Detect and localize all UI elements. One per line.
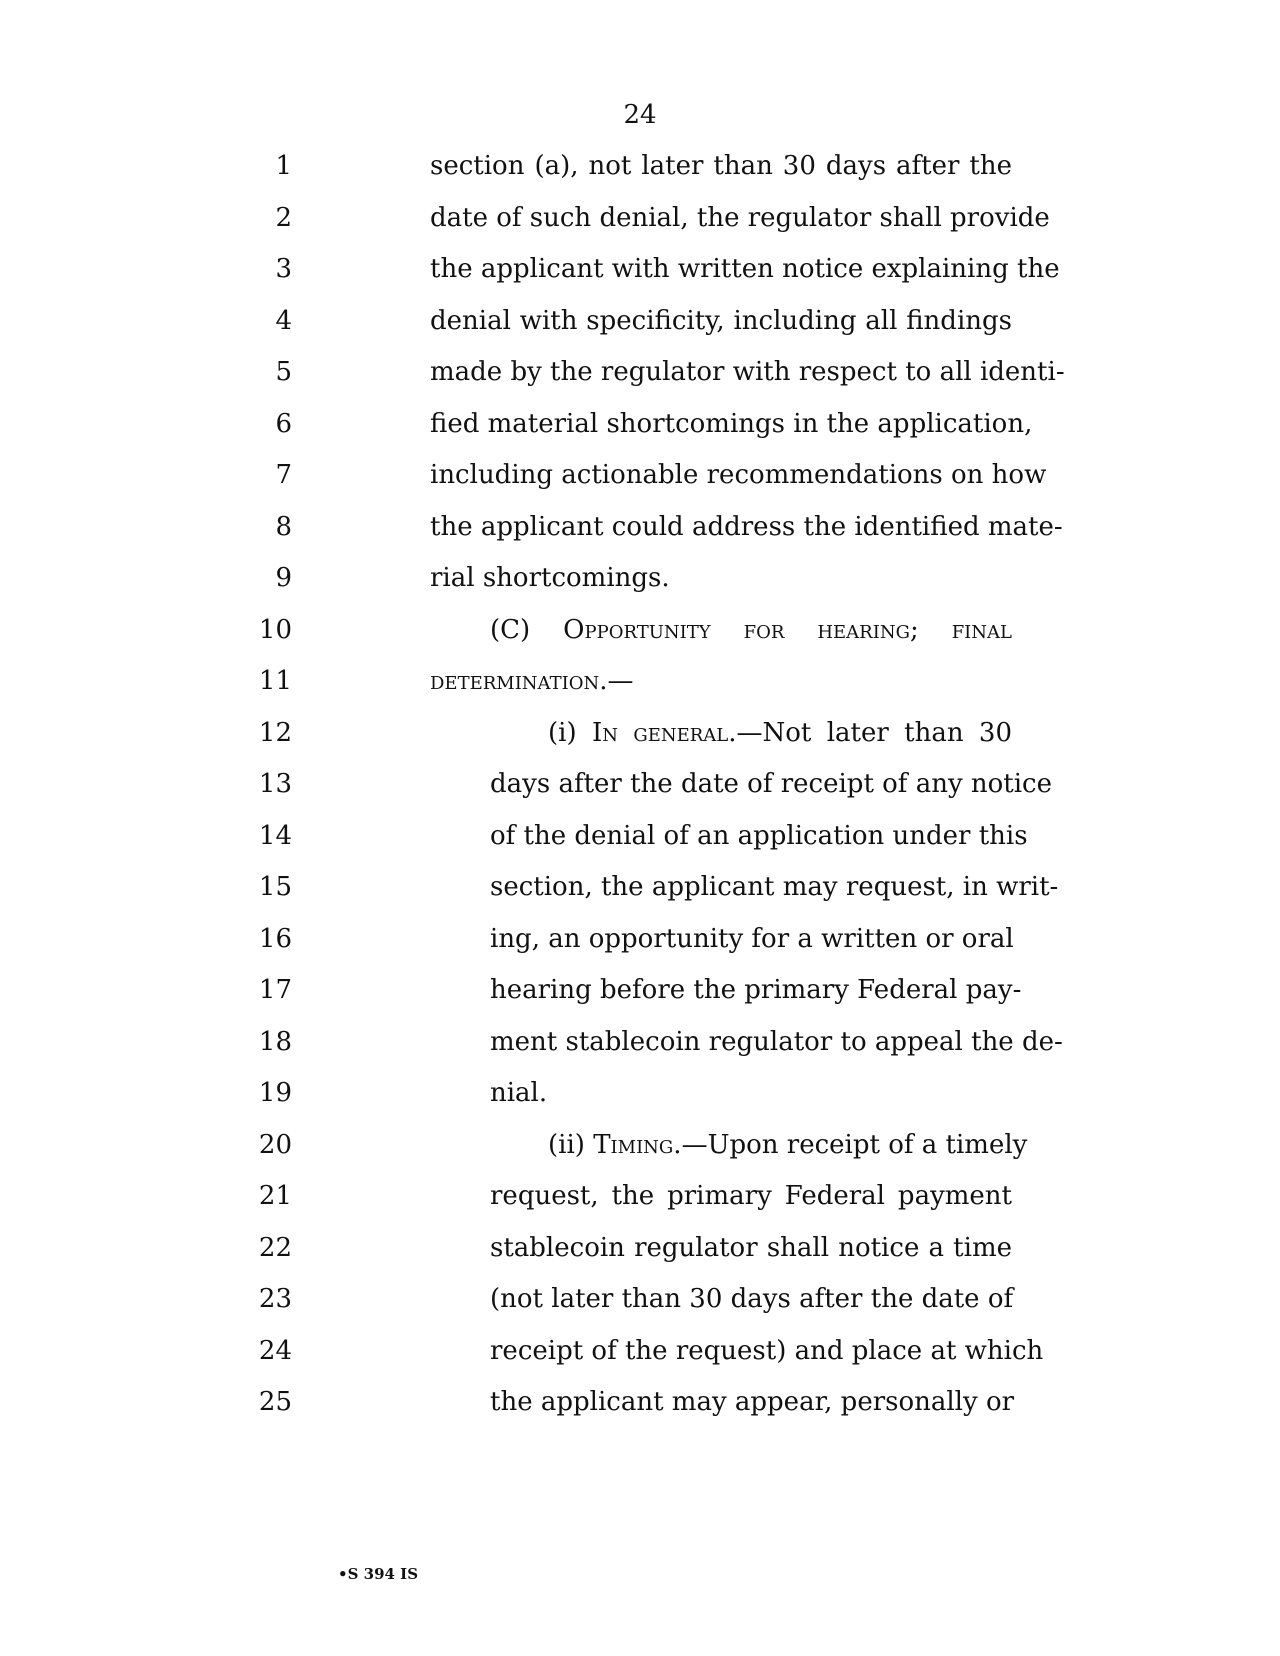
line-number: 3 [275, 254, 292, 284]
text-line [0, 1228, 1280, 1268]
subparagraph-heading: Opportunity for hearing; final [563, 614, 1012, 645]
clause-heading: Timing. [593, 1129, 682, 1160]
text-line [0, 713, 1280, 753]
line-number: 4 [275, 305, 292, 336]
text-line [0, 764, 1280, 804]
line-text: stablecoin regulator shall notice a time [490, 1232, 1012, 1263]
line-text: the applicant may appear, personally or [490, 1387, 1015, 1417]
enumerator: (i) [548, 717, 592, 748]
line-number: 13 [258, 769, 292, 799]
line-number: 9 [275, 563, 292, 593]
line-number: 25 [258, 1387, 292, 1417]
text-line [0, 661, 1280, 701]
clause-heading: In general. [591, 717, 737, 748]
line-text: of the denial of an application under this [490, 820, 1028, 851]
text-line [0, 1279, 1280, 1319]
text-line [0, 970, 1280, 1010]
line-text: ing, an opportunity for a written or oral [490, 923, 1014, 954]
line-text: hearing before the primary Federal pay- [490, 975, 1022, 1005]
subparagraph-heading-continued: determination.— [430, 666, 634, 696]
line-text: section (a), not later than 30 days after the [430, 151, 1012, 181]
text-line [0, 146, 1280, 186]
enumerator: (C) [490, 614, 564, 645]
text-line [0, 816, 1280, 856]
text-line [0, 507, 1280, 547]
text-line [0, 1382, 1280, 1422]
line-text: the applicant with written notice explaining the [430, 254, 1060, 284]
clause-text: —Not later than 30 [736, 717, 1012, 748]
text-line [0, 249, 1280, 289]
line-number: 17 [258, 975, 292, 1005]
text-line [0, 1125, 1280, 1165]
line-text: denial with specificity, including all findings [430, 305, 1012, 336]
text-line [0, 610, 1280, 650]
line-text: fied material shortcomings in the application, [430, 408, 1033, 439]
line-number: 18 [258, 1026, 292, 1057]
clause-heading-line [548, 1125, 1028, 1165]
line-text: ment stablecoin regulator to appeal the de- [490, 1026, 1063, 1057]
subparagraph-heading-line [490, 610, 1012, 650]
text-line [0, 198, 1280, 238]
text-line [0, 867, 1280, 907]
line-number: 21 [258, 1181, 292, 1211]
bill-identifier-footer: •S 394 IS [338, 1565, 419, 1583]
enumerator: (ii) [548, 1129, 594, 1160]
text-line [0, 558, 1280, 598]
line-number: 2 [275, 202, 292, 233]
line-number: 5 [275, 357, 292, 387]
line-number: 8 [275, 511, 292, 542]
line-number: 6 [275, 408, 292, 439]
line-text: section, the applicant may request, in writ- [490, 872, 1059, 902]
text-line [0, 1176, 1280, 1216]
text-line [0, 352, 1280, 392]
text-line [0, 919, 1280, 959]
text-line [0, 1073, 1280, 1113]
text-line [0, 455, 1280, 495]
line-text: nial. [490, 1078, 548, 1108]
line-number: 22 [258, 1232, 292, 1263]
line-number: 12 [258, 717, 292, 748]
line-number: 14 [258, 820, 292, 851]
line-text: rial shortcomings. [430, 563, 670, 593]
page-number: 24 [623, 100, 657, 130]
line-text: (not later than 30 days after the date of [490, 1284, 1014, 1314]
clause-heading-line [548, 713, 1012, 753]
line-text: request, the primary Federal payment [490, 1181, 1012, 1211]
text-line [0, 301, 1280, 341]
line-number: 11 [258, 666, 292, 696]
line-number: 10 [258, 614, 292, 645]
text-line [0, 1022, 1280, 1062]
line-number: 15 [258, 872, 292, 902]
line-number: 20 [258, 1129, 292, 1160]
line-number: 23 [258, 1284, 292, 1314]
clause-text: —Upon receipt of a timely [681, 1129, 1028, 1160]
text-line [0, 404, 1280, 444]
line-text: including actionable recommendations on how [430, 460, 1047, 490]
line-number: 24 [258, 1335, 292, 1366]
line-number: 19 [258, 1078, 292, 1108]
line-text: receipt of the request) and place at which [490, 1335, 1044, 1366]
line-text: days after the date of receipt of any notice [490, 769, 1053, 799]
line-number: 16 [258, 923, 292, 954]
line-text: the applicant could address the identified mate- [430, 511, 1063, 542]
line-text: made by the regulator with respect to all identi- [430, 357, 1065, 387]
line-number: 7 [275, 460, 292, 490]
line-number: 1 [275, 151, 292, 181]
line-text: date of such denial, the regulator shall provide [430, 202, 1050, 233]
text-line [0, 1331, 1280, 1371]
